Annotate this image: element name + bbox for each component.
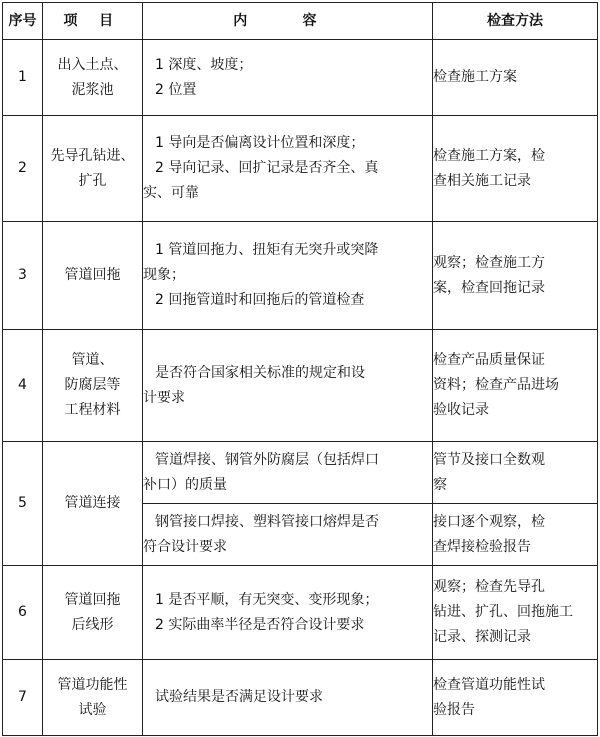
header-item: 项 目 (43, 3, 143, 40)
method-line: 接口逐个观察，检 (433, 513, 545, 530)
content-line: 试验结果是否满足设计要求 (155, 689, 323, 705)
method-line: 查相关施工记录 (433, 172, 531, 189)
item-line: 后线形 (71, 616, 114, 633)
row-no: 6 (3, 566, 43, 660)
method-line: 钻进、扩孔、回拖施工 (433, 604, 573, 620)
item-line: 试验 (78, 701, 107, 718)
row-item (43, 40, 143, 116)
row-method (433, 504, 598, 566)
method-line: 记录、探测记录 (433, 629, 531, 645)
row-no: 3 (3, 222, 43, 330)
method-line: 观察；检查先导孔 (433, 579, 545, 595)
method-line: 检查施工方案 (433, 69, 517, 85)
method-line: 验收记录 (433, 402, 489, 418)
item-line: 防腐层等 (64, 377, 121, 393)
content-line: 2 实际曲率半径是否符合设计要求 (155, 616, 365, 633)
content-line: 计要求 (143, 389, 185, 406)
content-line: 补口）的质量 (143, 476, 227, 493)
table-row (3, 222, 598, 330)
row-content (143, 330, 433, 442)
content-line: 1 导向是否偏离设计位置和深度； (155, 135, 365, 151)
row-method (433, 442, 598, 504)
row-item (43, 222, 143, 330)
method-line: 察 (433, 476, 447, 493)
content-line: 是否符合国家相关标准的规定和设 (155, 364, 365, 381)
method-line: 管节及接口全数观 (433, 451, 545, 468)
row-method (433, 116, 598, 222)
row-no: 2 (3, 116, 43, 222)
content-line: 2 位置 (155, 81, 197, 98)
content-line: 2 回拖管道时和回拖后的管道检查 (155, 292, 365, 308)
item-line: 先导孔钻进、 (50, 147, 135, 164)
method-line: 检查产品质量保证 (433, 352, 545, 368)
row-no: 5 (3, 442, 43, 566)
table-row (3, 330, 598, 442)
row-item (43, 566, 143, 660)
method-line: 验报告 (433, 701, 475, 718)
row-item (43, 660, 143, 736)
table-row (3, 116, 598, 222)
content-line: 钢管接口焊接、塑料管接口熔焊是否 (155, 513, 379, 530)
header-row (3, 3, 598, 40)
method-line: 查焊接检验报告 (433, 538, 531, 555)
row-content (143, 442, 433, 504)
item-line: 工程材料 (64, 402, 121, 418)
item-line: 泥浆池 (71, 81, 114, 98)
item-line: 扩孔 (78, 172, 107, 189)
header-method: 检查方法 (433, 3, 598, 40)
content-line: 1 深度、坡度； (155, 56, 253, 73)
method-line: 观察；检查施工方 (433, 254, 545, 271)
item-line: 管道、 (71, 352, 114, 368)
table-row (3, 442, 598, 504)
row-no: 1 (3, 40, 43, 116)
content-line: 1 管道回拖力、扭矩有无突升或突降 (155, 242, 379, 258)
row-no: 7 (3, 660, 43, 736)
row-content (143, 116, 433, 222)
inspection-table (2, 2, 598, 736)
row-no: 4 (3, 330, 43, 442)
row-content (143, 660, 433, 736)
method-line: 检查管道功能性试 (433, 676, 545, 693)
row-content (143, 222, 433, 330)
row-method (433, 40, 598, 116)
method-line: 案，检查回拖记录 (433, 279, 545, 296)
header-content: 内 容 (143, 3, 433, 40)
header-no: 序号 (3, 3, 43, 40)
row-method (433, 330, 598, 442)
content-line: 现象； (143, 267, 185, 283)
item-line: 管道功能性 (57, 676, 128, 693)
content-line: 实、可靠 (143, 185, 199, 201)
item-line: 管道连接 (64, 495, 121, 511)
table-row (3, 566, 598, 660)
row-content (143, 566, 433, 660)
row-method (433, 566, 598, 660)
table-row (3, 660, 598, 736)
row-content (143, 40, 433, 116)
row-content (143, 504, 433, 566)
row-method (433, 222, 598, 330)
method-line: 检查施工方案，检 (433, 147, 545, 164)
row-item (43, 442, 143, 566)
content-line: 管道焊接、钢管外防腐层（包括焊口 (155, 451, 379, 468)
item-line: 出入土点、 (57, 56, 128, 73)
method-line: 资料；检查产品进场 (433, 377, 559, 393)
item-line: 管道回拖 (64, 591, 121, 608)
table-row (3, 40, 598, 116)
content-line: 符合设计要求 (143, 538, 227, 555)
content-line: 2 导向记录、回扩记录是否齐全、真 (155, 160, 379, 176)
content-line: 1 是否平顺，有无突变、变形现象； (155, 591, 379, 608)
item-line: 管道回拖 (64, 267, 121, 283)
row-item (43, 116, 143, 222)
row-item (43, 330, 143, 442)
row-method (433, 660, 598, 736)
